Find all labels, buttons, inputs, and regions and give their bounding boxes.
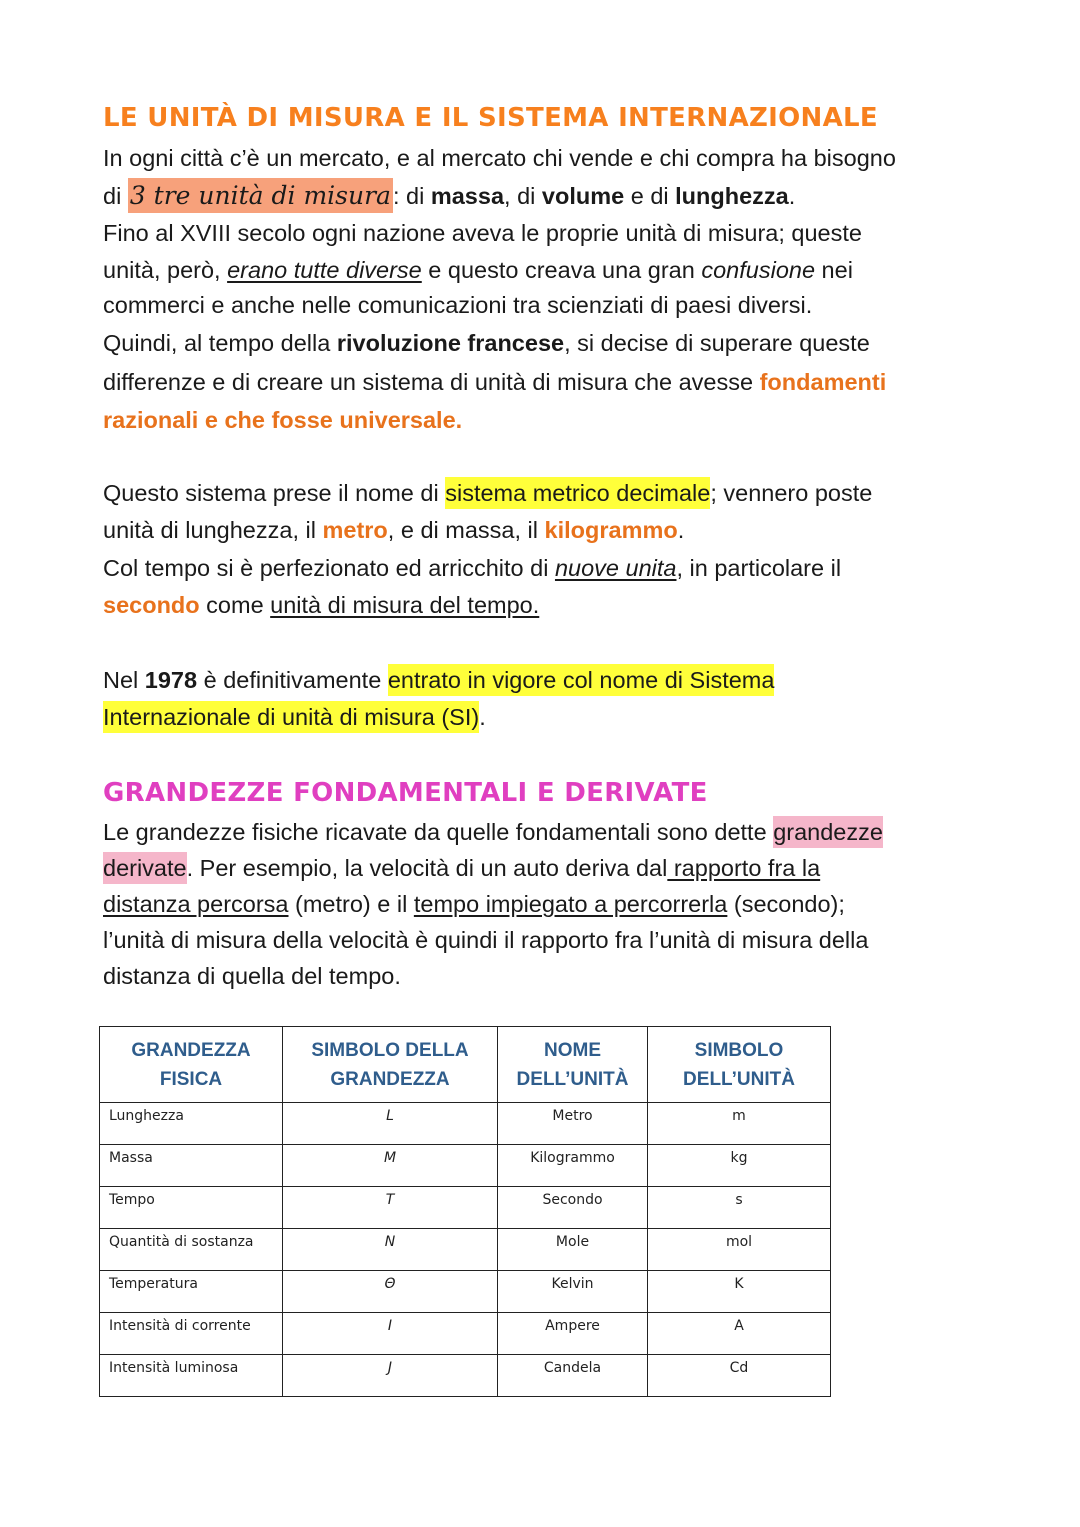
text-segment: Col tempo si è perfezionato ed arricchito di [103, 555, 555, 581]
text-line [103, 925, 868, 955]
text-line [103, 218, 862, 248]
text-segment: nuove unita [554, 555, 677, 581]
text-line [103, 328, 870, 358]
text-line [103, 515, 684, 545]
highlighted-text: 3 tre unità di misura [128, 178, 393, 213]
text-segment: fondamenti [759, 369, 887, 395]
unit-symbol-cell: s [648, 1187, 831, 1229]
text-line [103, 255, 853, 285]
section-title-quantities: GRANDEZZE FONDAMENTALI E DERIVATE [103, 778, 708, 808]
text-line [103, 889, 845, 919]
table-row [100, 1271, 831, 1313]
column-header-line: DELL’UNITÀ [683, 1068, 795, 1090]
text-line [103, 702, 486, 732]
text-segment: unità, però, [103, 257, 228, 283]
quantity-cell: Lunghezza [100, 1103, 283, 1145]
text-segment: rapporto fra la [667, 855, 821, 881]
highlighted-text: derivate [103, 852, 187, 884]
unit-symbol-cell: Cd [648, 1355, 831, 1397]
text-line [103, 405, 462, 435]
quantity-cell: Quantità di sostanza [100, 1229, 283, 1271]
quantity-symbol-cell: J [283, 1355, 498, 1397]
column-header-line: FISICA [159, 1068, 223, 1090]
unit-name-cell: Kelvin [498, 1271, 648, 1313]
text-segment: , di [504, 183, 542, 209]
text-segment: Quindi, al tempo della [103, 330, 337, 356]
text-segment: , si decise di superare queste [564, 330, 870, 356]
text-segment: unità di misura del tempo. [270, 592, 540, 618]
highlighted-text: grandezze [773, 816, 883, 848]
column-header [100, 1027, 283, 1103]
text-segment: tempo impiegato a percorrerla [413, 891, 728, 917]
text-segment: Fino al XVIII secolo ogni nazione aveva le proprie unità di misura; queste [103, 220, 862, 246]
highlighted-text: entrato in vigore col nome di Sistema [388, 664, 775, 696]
highlighted-text: Internazionale di unità di misura (SI) [103, 701, 479, 733]
text-segment: kilogrammo [544, 517, 678, 543]
text-segment: (secondo); [727, 891, 845, 917]
column-header [498, 1027, 648, 1103]
text-segment: volume [541, 183, 625, 209]
text-segment: distanza di quella del tempo. [103, 963, 401, 989]
text-segment: , e di massa, il [387, 517, 545, 543]
highlighted-text: sistema metrico decimale [445, 477, 710, 509]
text-segment: lunghezza [675, 183, 789, 209]
text-line [103, 817, 883, 847]
quantity-symbol-cell: M [283, 1145, 498, 1187]
quantity-symbol-cell: T [283, 1187, 498, 1229]
table-row [100, 1145, 831, 1187]
table-header-row [100, 1027, 831, 1103]
quantity-symbol-cell: N [283, 1229, 498, 1271]
text-segment: razionali e che fosse universale. [103, 407, 463, 433]
column-header-line: SIMBOLO DELLA [311, 1039, 469, 1061]
text-segment: distanza percorsa [103, 891, 289, 917]
table-row [100, 1313, 831, 1355]
text-line [103, 143, 896, 173]
text-segment: di [103, 183, 128, 209]
text-segment: come [199, 592, 271, 618]
text-line [103, 367, 886, 397]
text-segment: . Per esempio, la velocità di un auto deriva dal [186, 855, 668, 881]
table-row [100, 1229, 831, 1271]
unit-name-cell: Metro [498, 1103, 648, 1145]
unit-symbol-cell: kg [648, 1145, 831, 1187]
unit-symbol-cell: m [648, 1103, 831, 1145]
text-segment: l’unità di misura della velocità è quindi il rapporto fra l’unità di misura della [103, 927, 869, 953]
unit-symbol-cell: A [648, 1313, 831, 1355]
text-segment: . [479, 704, 486, 730]
quantity-cell: Tempo [100, 1187, 283, 1229]
table-row [100, 1187, 831, 1229]
text-line [103, 181, 795, 211]
text-line [103, 478, 872, 508]
text-segment: , in particolare il [676, 555, 842, 581]
text-line [103, 290, 812, 320]
text-segment: erano tutte diverse [227, 257, 422, 283]
unit-name-cell: Secondo [498, 1187, 648, 1229]
quantity-cell: Massa [100, 1145, 283, 1187]
quantity-cell: Intensità luminosa [100, 1355, 283, 1397]
text-segment: rivoluzione francese [336, 330, 565, 356]
text-segment: massa [430, 183, 505, 209]
text-segment: In ogni città c’è un mercato, e al mercato chi vende e chi compra ha bisogno [103, 145, 896, 171]
unit-symbol-cell: K [648, 1271, 831, 1313]
text-segment: metro [322, 517, 388, 543]
column-header-line: SIMBOLO [694, 1039, 784, 1061]
column-header [648, 1027, 831, 1103]
text-line [103, 853, 820, 883]
text-segment: : di [392, 183, 431, 209]
units-table [99, 1026, 831, 1397]
text-segment: secondo [103, 592, 200, 618]
quantity-symbol-cell: Θ [283, 1271, 498, 1313]
text-segment: (metro) e il [288, 891, 414, 917]
text-segment: Nel [103, 667, 145, 693]
text-segment: . [788, 183, 796, 209]
column-header-line: GRANDEZZA [330, 1068, 450, 1090]
text-segment: nei [815, 257, 853, 283]
unit-name-cell: Kilogrammo [498, 1145, 648, 1187]
text-line [103, 665, 774, 695]
text-segment: ; vennero poste [710, 480, 873, 506]
text-segment: 1978 [144, 667, 198, 693]
column-header-line: NOME [544, 1039, 601, 1061]
column-header-line: DELL’UNITÀ [516, 1068, 629, 1090]
quantity-cell: Temperatura [100, 1271, 283, 1313]
table-row [100, 1103, 831, 1145]
text-segment: . [677, 517, 685, 543]
text-segment: Le grandezze fisiche ricavate da quelle fondamentali sono dette [103, 819, 774, 845]
text-line [103, 590, 539, 620]
text-line [103, 553, 841, 583]
text-segment: confusione [701, 257, 816, 283]
text-segment: differenze e di creare un sistema di unità di misura che avesse [103, 369, 760, 395]
section-title-units: LE UNITÀ DI MISURA E IL SISTEMA INTERNAZIONALE [103, 103, 878, 133]
table-row [100, 1355, 831, 1397]
quantity-symbol-cell: I [283, 1313, 498, 1355]
text-segment: è definitivamente [197, 667, 388, 693]
text-segment: e di [624, 183, 676, 209]
column-header [283, 1027, 498, 1103]
quantity-cell: Intensità di corrente [100, 1313, 283, 1355]
quantity-symbol-cell: L [283, 1103, 498, 1145]
text-line [103, 961, 401, 991]
unit-name-cell: Mole [498, 1229, 648, 1271]
unit-name-cell: Candela [498, 1355, 648, 1397]
text-segment: unità di lunghezza, il [103, 517, 323, 543]
text-segment: commerci e anche nelle comunicazioni tra scienziati di paesi diversi. [103, 292, 813, 318]
column-header-line: GRANDEZZA [131, 1039, 251, 1061]
text-segment: Questo sistema prese il nome di [103, 480, 446, 506]
unit-symbol-cell: mol [648, 1229, 831, 1271]
text-segment: e questo creava una gran [421, 257, 702, 283]
unit-name-cell: Ampere [498, 1313, 648, 1355]
